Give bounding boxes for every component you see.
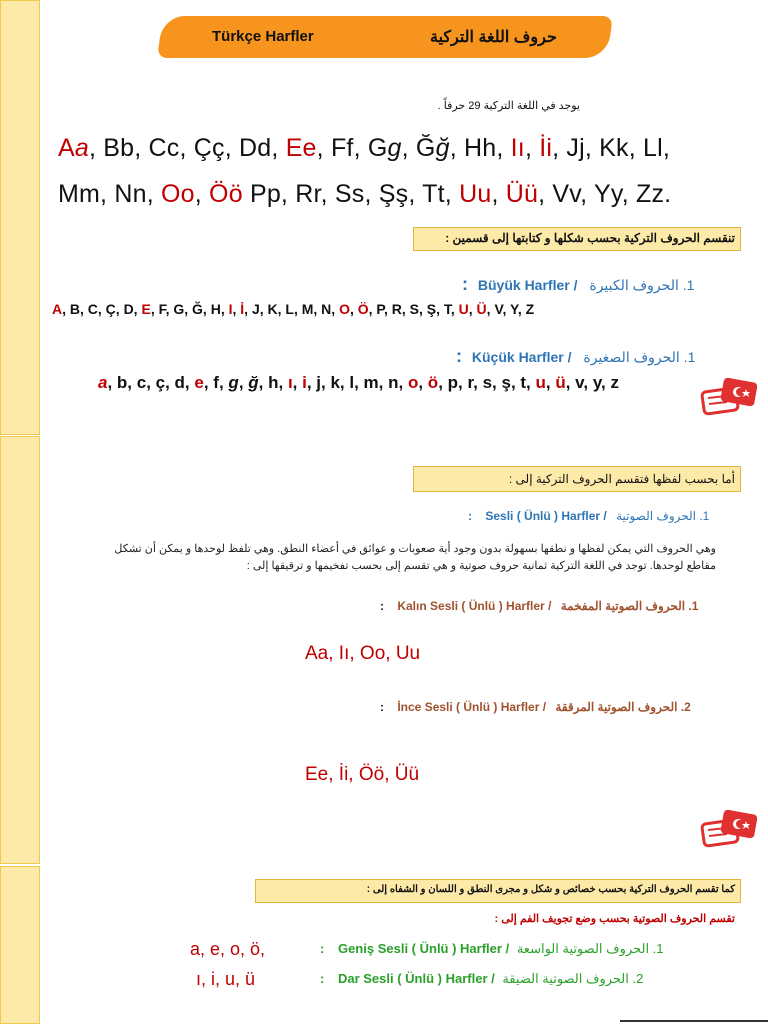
letter-run: , F, G, Ğ, H, xyxy=(150,301,229,317)
vowel-letter: U xyxy=(458,301,469,317)
letter-run: , xyxy=(545,373,556,392)
kalin-heading-turkish: Kalın Sesli ( Ünlü ) Harfler xyxy=(397,599,545,613)
sidebar-strip-middle xyxy=(0,436,40,864)
genis-heading-colon: : xyxy=(320,941,325,956)
vowel-letter: Öö xyxy=(209,180,243,208)
vowel-letter: Üü xyxy=(505,180,539,208)
lower-heading-turkish: Küçük Harfler xyxy=(471,349,564,365)
vowel-letter: o xyxy=(407,373,419,392)
letter-run: , xyxy=(491,180,506,208)
sesli-heading-arabic: 1. الحروف الصوتية xyxy=(616,509,710,523)
letter-run: , xyxy=(468,301,477,317)
vowel-letter: a xyxy=(74,134,89,162)
letter-run: , J, K, L, M, N, xyxy=(244,301,340,317)
box3-text: كما تقسم الحروف التركية بحسب خصائص و شكل و مجرى النطق و اللسان و الشفاه إلى : xyxy=(366,884,735,895)
letter-run: , Bb, Cc, Çç, Dd, xyxy=(88,134,286,162)
ince-heading-sep: / xyxy=(542,700,550,714)
letter-run: , V, Y, Z xyxy=(486,301,535,317)
kalin-heading xyxy=(380,599,698,613)
genis-heading-arabic: 1. الحروف الصوتية الواسعة xyxy=(516,941,664,956)
vowel-letter: ü xyxy=(555,373,566,392)
letter-run: , Jj, Kk, Ll, xyxy=(552,134,671,162)
dar-heading-colon: : xyxy=(320,971,325,986)
letter-run: , xyxy=(349,301,358,317)
letter-run: , xyxy=(292,373,303,392)
dar-heading-sep: / xyxy=(491,971,499,986)
vowel-letter: ı xyxy=(287,373,293,392)
vowel-letter: A xyxy=(52,301,63,317)
kalin-heading-arabic: 1. الحروف الصوتية المفخمة xyxy=(560,599,699,613)
vowel-letter: Ö xyxy=(357,301,369,317)
vowel-letter: Oo xyxy=(161,180,195,208)
vowel-letter: İ xyxy=(240,301,245,317)
turkish-flag-chat-icon xyxy=(700,806,762,861)
bottom-divider xyxy=(620,1020,768,1022)
vowel-letter: Ee xyxy=(285,134,317,162)
letter-run: , Hh, xyxy=(449,134,511,162)
letter-run: , b, c, ç, d, xyxy=(107,373,195,392)
letter-run: , xyxy=(524,134,540,162)
vowel-letter: O xyxy=(339,301,350,317)
upper-heading-sep: / xyxy=(573,277,582,293)
ince-heading-turkish: İnce Sesli ( Ünlü ) Harfler xyxy=(397,700,540,714)
vowel-letter: u xyxy=(535,373,546,392)
vowel-letter: Iı xyxy=(510,134,525,162)
banner-title-turkish: Türkçe Harfler xyxy=(212,28,314,45)
alphabet-line-1 xyxy=(58,134,670,163)
letter-run: , xyxy=(232,301,241,317)
genis-letters: a, e, o, ö, xyxy=(190,939,266,959)
dar-heading xyxy=(320,971,643,987)
genis-heading-sep: / xyxy=(505,941,513,956)
vowel-letter: E xyxy=(141,301,151,317)
letter-run: ğ xyxy=(248,373,259,392)
sesli-description-1: وهي الحروف التي يمكن لفظها و نطقها بسهولة بدون وجود أية صعوبات و عوائق في أعضاء النطق. وهي تلفظ لوحدها و يمكن أن تشكل xyxy=(114,543,716,555)
sesli-heading-sep: / xyxy=(603,509,611,523)
vowel-letter: I xyxy=(228,301,233,317)
sesli-heading-turkish: Sesli ( Ünlü ) Harfler xyxy=(485,509,601,523)
letter-run: , B, C, Ç, D, xyxy=(62,301,142,317)
turkish-flag-chat-icon xyxy=(700,376,762,426)
letter-run: , xyxy=(194,180,210,208)
dar-heading-arabic: 2. الحروف الصوتية الضيقة xyxy=(502,971,644,986)
letter-run: g xyxy=(387,134,402,162)
upper-heading-colon: : xyxy=(462,274,468,294)
upper-heading-arabic: 1. الحروف الكبيرة xyxy=(589,277,695,293)
letter-run: , xyxy=(418,373,428,392)
letter-run: , h, xyxy=(258,373,288,392)
letter-run: ğ xyxy=(435,134,450,162)
letter-run: , v, y, z xyxy=(565,373,619,392)
lower-heading xyxy=(456,346,695,367)
genis-heading-turkish: Geniş Sesli ( Ünlü ) Harfler xyxy=(337,941,502,956)
lower-heading-arabic: 1. الحروف الصغيرة xyxy=(583,349,696,365)
ince-heading-arabic: 2. الحروف الصوتية المرققة xyxy=(555,700,691,714)
sesli-heading xyxy=(468,509,709,523)
box1-text: تنقسم الحروف التركية بحسب شكلها و كتابتها إلى قسمين : xyxy=(445,231,735,245)
vowel-letter: İi xyxy=(539,134,553,162)
sidebar-strip-top xyxy=(0,0,40,435)
lower-heading-sep: / xyxy=(567,349,576,365)
vowel-letter: e xyxy=(194,373,204,392)
ince-letters: Ee, İi, Öö, Üü xyxy=(305,764,420,785)
letter-run: Pp, Rr, Ss, Şş, Tt, xyxy=(242,180,460,208)
ince-heading-colon: : xyxy=(380,700,384,714)
intro-text: يوجد في اللغة التركية 29 حرفاً . xyxy=(437,100,580,112)
vowel-letter: i xyxy=(302,373,307,392)
banner-title-arabic: حروف اللغة التركية xyxy=(430,29,557,46)
letter-run: , xyxy=(238,373,249,392)
vowel-letter: Ü xyxy=(476,301,487,317)
kalin-heading-sep: / xyxy=(548,599,555,613)
vowel-letter: a xyxy=(98,373,108,392)
letter-run: , f, xyxy=(203,373,229,392)
kalin-heading-colon: : xyxy=(380,599,384,613)
mouth-intro: تقسم الحروف الصوتية بحسب وضع تجويف الفم إلى : xyxy=(494,913,735,925)
box2-text: أما بحسب لفظها فتقسم الحروف التركية إلى : xyxy=(508,472,735,486)
lower-heading-colon: : xyxy=(456,346,462,366)
letter-run: , Vv, Yy, Zz. xyxy=(538,180,672,208)
vowel-letter: ö xyxy=(427,373,439,392)
sesli-heading-colon: : xyxy=(468,509,472,523)
dar-heading-turkish: Dar Sesli ( Ünlü ) Harfler xyxy=(337,971,488,986)
dar-letters: ı, i, u, ü xyxy=(196,969,256,989)
letter-run: g xyxy=(228,373,239,392)
genis-heading xyxy=(320,941,664,957)
upper-heading xyxy=(462,274,694,295)
upper-heading-turkish: Büyük Harfler xyxy=(477,277,570,293)
ince-heading xyxy=(380,700,691,714)
sesli-description-2: مقاطع لوحدها. توجد في اللغة التركية ثمانية حروف صوتية و هي تقسم إلى بحسب تفخيمها و ترقيقها إلى : xyxy=(246,560,716,572)
upper-letters xyxy=(52,301,534,317)
alphabet-line-2 xyxy=(58,180,671,209)
letter-run: , p, r, s, ş, t, xyxy=(438,373,536,392)
lower-letters xyxy=(98,373,619,393)
letter-run: , Ff, G xyxy=(316,134,388,162)
letter-run: , P, R, S, Ş, T, xyxy=(368,301,459,317)
vowel-letter: Uu xyxy=(459,180,492,208)
letter-run: , j, k, l, m, n, xyxy=(306,373,408,392)
vowel-letter: A xyxy=(58,134,75,162)
sidebar-strip-bottom xyxy=(0,866,40,1024)
letter-run: Mm, Nn, xyxy=(58,180,161,208)
kalin-letters: Aa, Iı, Oo, Uu xyxy=(305,643,421,664)
letter-run: , Ğ xyxy=(401,134,436,162)
